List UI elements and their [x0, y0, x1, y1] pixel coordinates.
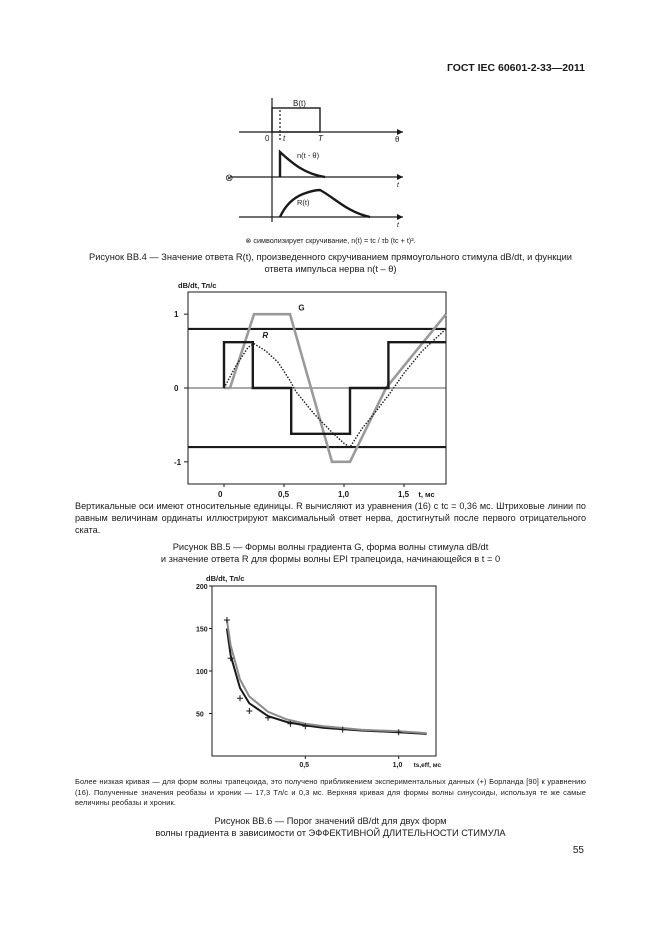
figure-b4-caption-1: Рисунок ВВ.4 — Значение ответа R(t), произведенного скручиванием прямоугольного стимула dB/dt, и функции — [89, 252, 572, 262]
b6-data-point-3 — [246, 708, 252, 714]
figure-b6-caption-1: Рисунок ВВ.6 — Порог значений dB/dt для двух форм — [214, 816, 447, 826]
figure-b5-caption-2: и значение ответа R для формы волны EPI трапецоида, начинающейся в t = 0 — [160, 554, 501, 564]
b6-xlabel: ts,eff, мс — [413, 762, 442, 769]
figure-b4-caption-2: ответа импульса нерва n(t – θ) — [264, 264, 397, 274]
label-t: t — [283, 134, 286, 143]
figure-b5-caption-1: Рисунок ВВ.5 — Формы волны градиента G, форма волны стимула dB/dt — [172, 542, 489, 552]
figure-b6-chart — [180, 568, 450, 773]
b5-curve-label-g: G — [298, 303, 305, 313]
b5-xtick-label-1: 0,5 — [278, 490, 290, 499]
b6-series-0 — [227, 629, 427, 734]
b6-ylabel: dB/dt, Тл/с — [206, 574, 245, 583]
figure-b4-note: ⊗ символизирует скручивание, n(t) = tc / τb (tc + t)². — [245, 236, 416, 245]
label-axis-t-bot: t — [397, 222, 399, 228]
figure-b6-caption-2: волны градиента в зависимости от ЭФФЕКТИВНОЙ ДЛИТЕЛЬНОСТИ СТИМУЛА — [155, 828, 506, 838]
page-number: 55 — [572, 845, 584, 856]
label-n-t: n(t - θ) — [297, 151, 320, 160]
figure-b5-note: Вертикальные оси имеют относительные единицы. R вычисляют из уравнения (16) с tc = 0,36 мс. Штриховые линии по равным величинам ординаты иллюстрируют максимальный ответ нерва, достигнутый после первого отрицательного ската. — [75, 501, 586, 535]
b6-data-point-2 — [237, 695, 243, 701]
b6-data-point-8 — [396, 729, 402, 735]
convolution-symbol: ⊗ — [225, 173, 234, 184]
b5-xlabel: t, мс — [418, 490, 435, 499]
b6-ytick-label-2: 100 — [196, 669, 208, 676]
b6-ytick-label-3: 50 — [196, 711, 204, 719]
b6-xtick-label-0: 0,5 — [299, 762, 310, 769]
figure-b4-diagram — [225, 88, 425, 228]
b5-ytick-label-2: -1 — [174, 457, 182, 467]
figure-b5-chart — [150, 278, 460, 500]
b6-ytick-label-0: 200 — [196, 584, 208, 591]
b6-ytick-label-1: 150 — [196, 626, 208, 634]
b-t-pulse — [272, 108, 320, 132]
b5-ylabel: dB/dt, Тл/с — [178, 281, 217, 290]
label-b-t: B(t) — [293, 99, 306, 108]
b5-xtick-label-3: 1,5 — [398, 490, 410, 499]
b6-xtick-label-1: 1,0 — [392, 762, 403, 769]
label-T: T — [318, 134, 323, 143]
label-theta: θ — [395, 135, 400, 144]
label-r-t: R(t) — [297, 198, 310, 207]
r-t-curve — [280, 190, 370, 217]
label-axis-t-mid: t — [397, 182, 399, 189]
b5-xtick-label-2: 1,0 — [338, 490, 350, 499]
standard-header: ГОСТ IEC 60601-2-33—2011 — [446, 62, 585, 74]
label-zero: 0 — [265, 134, 270, 143]
b6-data-point-0 — [224, 617, 230, 623]
b5-xtick-label-0: 0 — [218, 490, 223, 499]
b5-curve-label-r: R — [262, 330, 269, 340]
b6-series-1 — [227, 620, 427, 733]
b6-plot-frame — [212, 586, 436, 756]
b5-ytick-label-0: 1 — [174, 310, 179, 320]
figure-b6-note: Более низкая кривая — для форм волны трапецоида, это получено приближением экспериментальных данных (+) Борланда [90] к уравнению (16). Полученные значения реобазы и хроник — 17,3 Тл/с и 0,3 мс. Верхняя кривая для формы волны синусоиды, используя те же самые величины реобазы и хроник. — [75, 777, 586, 807]
b5-ytick-label-1: 0 — [174, 384, 179, 393]
